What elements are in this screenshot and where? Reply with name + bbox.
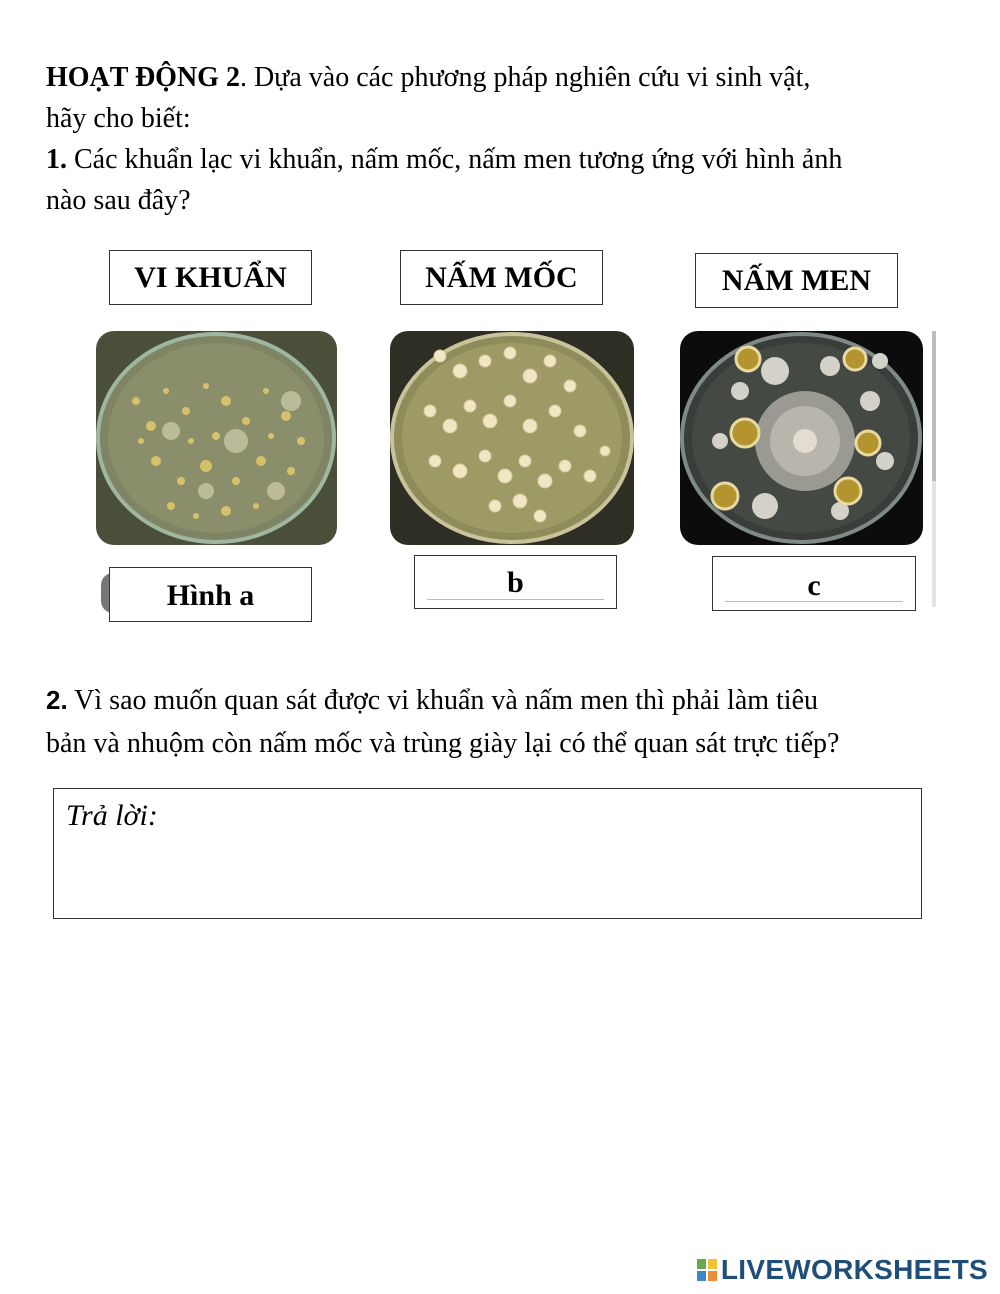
question-1-line-1 — [46, 139, 842, 180]
petri-dish-bacteria-icon — [96, 331, 337, 545]
intro-line-1 — [46, 57, 810, 98]
category-label-yeast: NẤM MEN — [695, 253, 898, 308]
intro-line-2: hãy cho biết: — [46, 103, 191, 134]
question-2-number: 2. — [46, 685, 68, 715]
answer-box-a[interactable]: Hình a — [109, 567, 312, 622]
category-label-mold: NẤM MỐC — [400, 250, 603, 305]
petri-dish-yeast-icon — [390, 331, 634, 545]
question-1-text: Các khuẩn lạc vi khuẩn, nấm mốc, nấm men tương ứng với hình ảnh — [67, 144, 843, 175]
answer-label: Trả lời: — [66, 799, 158, 832]
question-1-number: 1. — [46, 144, 67, 175]
question-2-line-2: bản và nhuộm còn nấm mốc và trùng giày lại có thể quan sát trực tiếp? — [46, 728, 840, 759]
answer-c-underline — [725, 601, 903, 602]
question-2-line-1 — [46, 680, 818, 721]
logo-grid-icon — [697, 1259, 717, 1281]
petri-dish-mold-icon — [680, 331, 923, 545]
answer-box-c[interactable] — [712, 556, 916, 611]
activity-heading: HOẠT ĐỘNG 2 — [46, 62, 240, 93]
question-2-text: Vì sao muốn quan sát được vi khuẩn và nấm men thì phải làm tiêu — [67, 685, 819, 716]
answer-box-b[interactable] — [414, 555, 617, 609]
answer-textarea[interactable] — [53, 788, 922, 919]
logo-text: LIVEWORKSHEETS — [720, 1254, 988, 1285]
answer-b-underline — [427, 599, 604, 600]
category-label-bacteria: VI KHUẨN — [109, 250, 312, 305]
intro-text: . Dựa vào các phương pháp nghiên cứu vi sinh vật, — [239, 62, 811, 93]
answer-c-text: c — [807, 569, 821, 602]
question-1-line-2: nào sau đây? — [46, 185, 191, 216]
answer-b-text: b — [507, 566, 524, 599]
liveworksheets-logo — [697, 1254, 988, 1286]
scrollbar-thumb[interactable] — [932, 331, 936, 481]
